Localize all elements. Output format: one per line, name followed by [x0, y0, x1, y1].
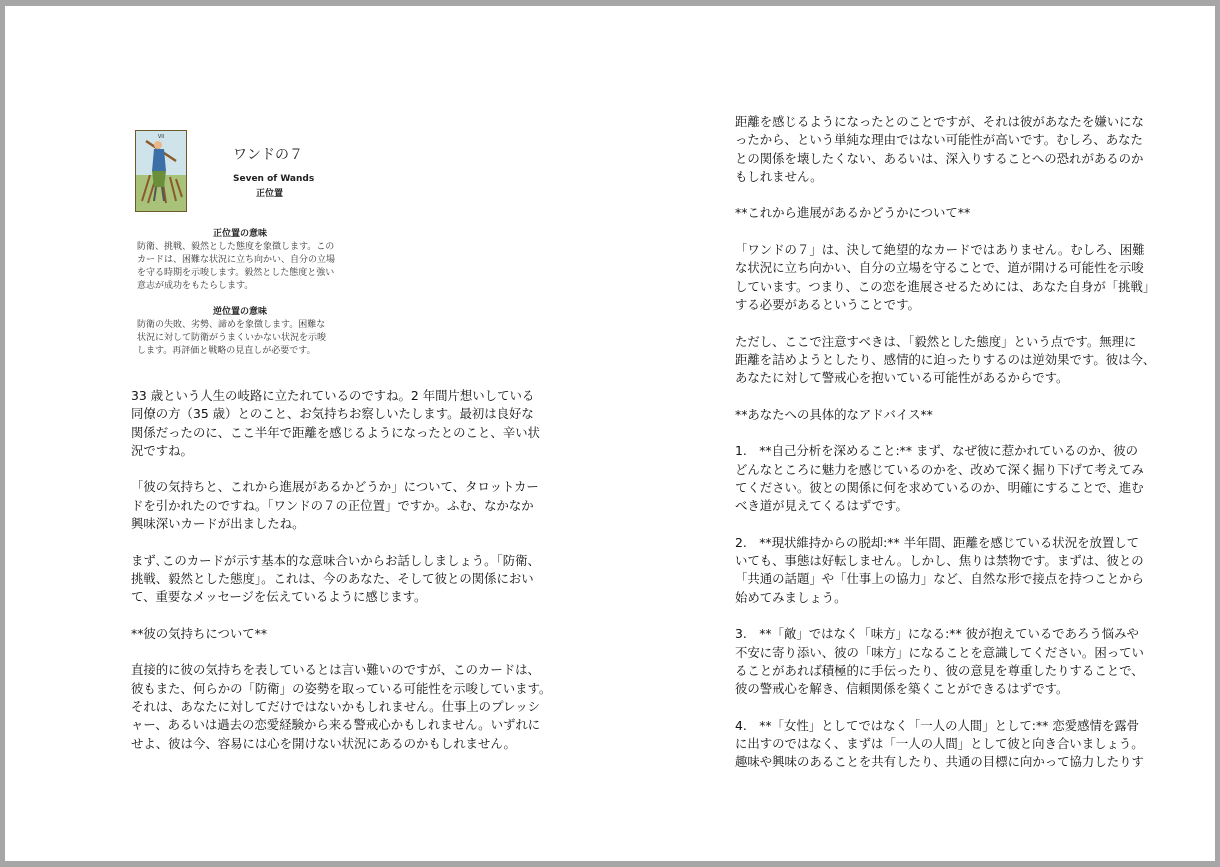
section-heading [735, 406, 1135, 424]
tarot-card-image [135, 130, 187, 212]
text-line: 距離を感じるようになったとのことですが、それは彼があなたを嫌いにな [735, 114, 1144, 129]
text-line: 興味深いカードが出ましたね。 [131, 516, 305, 532]
text-line: 彼もまた、何らかの「防衛」の姿勢を取っている可能性を示唆しています。 [131, 680, 552, 696]
text-line: べき道が見えてくるはずです。 [735, 498, 908, 514]
text-line: まず､このカードが示す基本的な意味合いからお話ししましょう｡「防衛、 [131, 552, 540, 568]
text-line: 2. **現状維持からの脱却:** 半年間、距離を感じている状況を放置して [735, 534, 1140, 550]
text-line: **彼の気持ちについて** [131, 625, 268, 641]
paragraph [735, 241, 1156, 314]
text-line: 3. **「敵」ではなく「味方」になる:** 彼が抱えているであろう悩みや [735, 626, 1139, 642]
paragraph [735, 113, 1144, 186]
right-column-text [735, 113, 1156, 790]
upright-meaning-line: を守る時期を示唆します。毅然とした態度と強い [137, 268, 335, 278]
text-line: ることがあれば積極的に手伝ったり、彼の意見を尊重したりすることで、 [735, 662, 1144, 678]
text-line: 直接的に彼の気持ちを表しているとは言い難いのですが、このカードは、 [131, 662, 540, 678]
text-line: する必要があるということです。 [735, 296, 920, 312]
advice-item [735, 442, 1144, 515]
text-line: **これから進展があるかどうかについて** [735, 205, 971, 221]
reversed-meaning-line: 防衛の失敗、劣勢、諦めを象徴します。困難な [137, 320, 326, 330]
upright-meaning-line: 意志が成功をもたらします。 [137, 281, 254, 291]
paragraph [735, 333, 1156, 388]
advice-item [735, 534, 1144, 607]
text-line: **あなたへの具体的なアドバイス** [735, 406, 933, 422]
text-line: 「共通の話題」や「仕事上の協力」など、自然な形で接点を持つことから [735, 571, 1144, 587]
text-line: 同僚の方（35 歳）とのこと、お気持ちお察しいたします。最初は良好な [131, 406, 534, 422]
text-line: 不安に寄り添い、彼の「味方」になることを意識してください。困ってい [735, 644, 1144, 660]
advice-item [735, 625, 1144, 698]
upright-meaning-line: カードは、困難な状況に立ち向かい、自分の立場 [137, 255, 336, 265]
text-line: 距離を詰めようとしたり、感情的に迫ったりするのは逆効果です。彼は今、 [735, 351, 1156, 367]
reversed-meaning-line: します。再評価と戦略の見直しが必要です。 [137, 346, 316, 356]
text-line: 挑戦、毅然とした態度」。これは、今のあなた、そして彼との関係におい [131, 570, 534, 586]
text-line: ャー、あるいは過去の恋愛経験から来る警戒心かもしれません。いずれに [131, 717, 541, 733]
text-line: 「彼の気持ちと、これから進展があるかどうか」について、タロットカー [131, 479, 539, 495]
text-line: 1. **自己分析を深めること:** まず、なぜ彼に惹かれているのか、彼の [735, 443, 1139, 459]
paragraph [131, 478, 539, 533]
paragraph [131, 552, 540, 607]
reversed-meaning-line: 状況に対して防衛がうまくいかない状況を示唆 [137, 333, 327, 343]
text-line: ただし、ここで注意すべきは、「毅然とした態度」という点です。無理に [735, 333, 1137, 349]
text-line: 趣味や興味のあることを共有したり、共通の目標に向かって協力したりす [735, 754, 1144, 770]
text-line: 況ですね。 [131, 442, 193, 458]
text-line: いても、事態は好転しません。しかし、焦りは禁物です。まずは、彼との [735, 553, 1144, 569]
text-line: それは、あなたに対してだけではないかもしれません。仕事上のプレッシ [131, 699, 541, 715]
card-title: ワンドの７ [233, 147, 303, 163]
left-column-text [131, 387, 552, 771]
text-line: 始めてみましょう。 [735, 589, 847, 605]
text-line: 「ワンドの７」は、決して絶望的なカードではありません。むしろ、困難 [735, 242, 1145, 258]
text-line: せよ、彼は今、容易には心を開けない状況にあるのかもしれません。 [131, 735, 516, 751]
card-subtitle: Seven of Wands [233, 174, 315, 184]
text-line: どんなところに魅力を感じているのかを、改めて深く掘り下げて考えてみ [735, 461, 1144, 477]
section-heading [735, 204, 1135, 222]
text-line: な状況に立ち向かい、自分の立場を守ることで、道が開ける可能性を示唆 [735, 260, 1144, 276]
paragraph [131, 387, 540, 460]
text-line: 関係だったのに、ここ半年で距離を感じるようになったとのこと、辛い状 [131, 424, 540, 440]
upright-meaning-title: 正位置の意味 [212, 229, 267, 239]
upright-meaning-line: 防衛、挑戦、毅然とした態度を象徴します。この [137, 242, 335, 252]
card-position: 正位置 [256, 189, 284, 199]
text-line: 33 歳という人生の岐路に立たれているのですね。2 年間片想いしている [131, 388, 535, 403]
text-line: に出すのではなく、まずは「一人の人間」として彼と向き合いましょう。 [735, 736, 1144, 752]
text-line: 4. **「女性」としてではなく「一人の人間」として:** 恋愛感情を露骨 [735, 717, 1140, 733]
text-line: もしれません。 [735, 168, 823, 184]
text-line: ったから、という単純な理由ではない可能性が高いです。むしろ、あなた [735, 132, 1143, 148]
text-line: 彼の警戒心を解き、信頼関係を築くことができるはずです。 [735, 681, 1069, 697]
text-line: あなたに対して警戒心を抱いている可能性があるからです。 [735, 370, 1069, 386]
text-line: て、重要なメッセージを伝えているように感じます。 [131, 589, 427, 605]
paragraph [131, 661, 552, 752]
reversed-meaning-title: 逆位置の意味 [212, 307, 267, 317]
svg-text:VII: VII [157, 134, 165, 140]
text-line: との関係を壊したくない、あるいは、深入りすることへの恐れがあるのか [735, 150, 1144, 166]
section-heading [131, 625, 531, 643]
card-header [133, 128, 349, 214]
text-line: てください。彼との関係に何を求めているのか、明確にすることで、進む [735, 479, 1144, 495]
text-line: ドを引かれたのですね。「ワンドの７の正位置」ですか。ふむ、なかなか [131, 497, 534, 513]
reversed-meaning [137, 305, 343, 358]
text-line: しています。つまり、この恋を進展させるためには、あなた自身が「挑戦」 [735, 278, 1156, 294]
advice-item [735, 717, 1144, 772]
upright-meaning [137, 227, 343, 293]
